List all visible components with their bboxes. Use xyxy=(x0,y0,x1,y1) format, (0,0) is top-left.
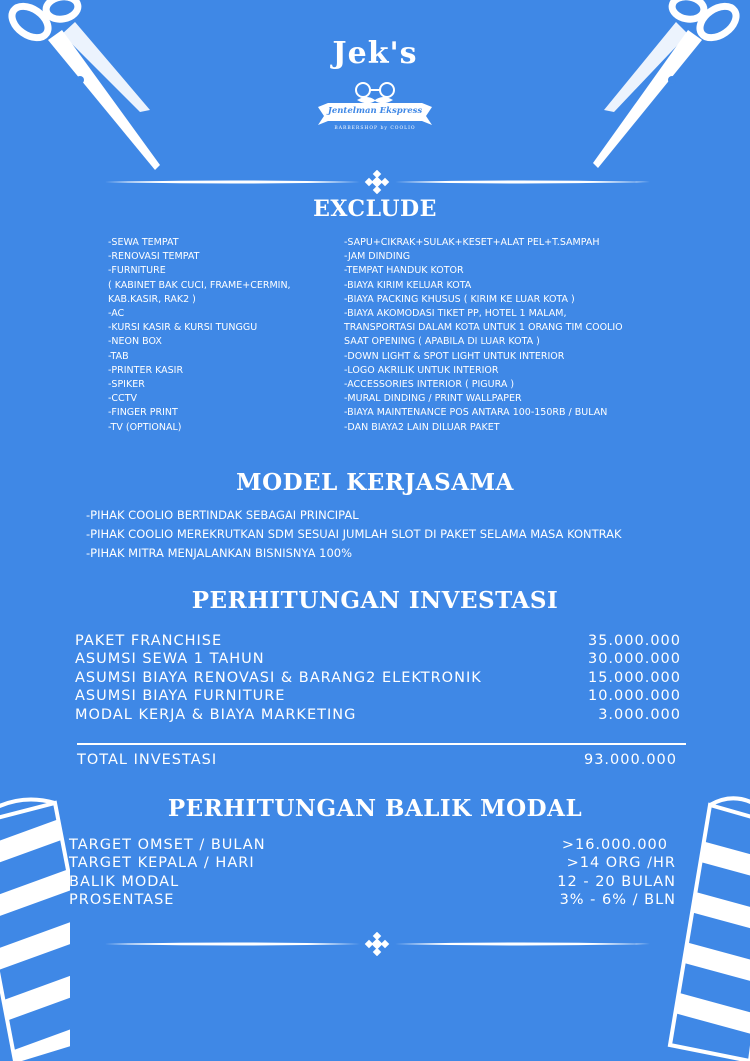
table-row xyxy=(75,669,681,687)
balik-modal-table xyxy=(69,836,676,910)
model-list xyxy=(86,506,622,563)
row-value: 3.000.000 xyxy=(598,706,681,723)
exclude-left-list xyxy=(108,236,291,435)
list-item: -SAPU+CIKRAK+SULAK+KESET+ALAT PEL+T.SAMPAH xyxy=(344,237,600,248)
ribbon-subtext: BARBERSHOP by COOLIO xyxy=(334,126,416,131)
list-item: -RENOVASI TEMPAT xyxy=(108,251,200,263)
row-label: MODAL KERJA & BIAYA MARKETING xyxy=(75,706,357,723)
list-item: -BIAYA KIRIM KELUAR KOTA xyxy=(344,279,472,291)
row-label: PROSENTASE xyxy=(69,892,175,909)
list-item: -BIAYA AKOMODASI TIKET PP, HOTEL 1 MALAM, xyxy=(344,308,567,320)
row-value: 35.000.000 xyxy=(587,633,681,649)
total-divider xyxy=(77,743,686,745)
list-item: -FURNITURE xyxy=(108,265,166,277)
list-item: -NEON BOX xyxy=(108,336,162,348)
list-item: -MURAL DINDING / PRINT WALLPAPER xyxy=(344,393,522,405)
model-title: MODEL KERJASAMA xyxy=(236,469,514,496)
list-item: -DAN BIAYA2 LAIN DILUAR PAKET xyxy=(344,421,500,433)
list-item: KAB.KASIR, RAK2 ) xyxy=(108,293,196,305)
list-item: -FINGER PRINT xyxy=(108,407,178,419)
list-item: -TEMPAT HANDUK KOTOR xyxy=(344,265,464,277)
row-label: TARGET KEPALA / HARI xyxy=(69,855,255,872)
exclude-title: EXCLUDE xyxy=(313,196,437,222)
list-item: -JAM DINDING xyxy=(344,251,411,263)
list-item: -TAB xyxy=(108,350,129,362)
row-value: 12 - 20 BULAN xyxy=(557,873,676,890)
total-value: 93.000.000 xyxy=(583,752,677,768)
row-value: 30.000.000 xyxy=(587,651,681,668)
table-row xyxy=(75,687,681,705)
list-item: ( KABINET BAK CUCI, FRAME+CERMIN, xyxy=(108,279,291,291)
balik-modal-title: PERHITUNGAN BALIK MODAL xyxy=(167,795,583,822)
total-row xyxy=(77,751,677,769)
list-item: -BIAYA MAINTENANCE POS ANTARA 100-150RB / BULAN xyxy=(344,407,608,419)
row-value: 10.000.000 xyxy=(587,688,681,705)
barber-pole-right-icon xyxy=(660,795,750,1061)
row-label: TARGET OMSET / BULAN xyxy=(69,837,266,853)
exclude-right-list xyxy=(344,236,623,435)
row-value: 15.000.000 xyxy=(587,669,681,686)
ribbon-text: Jentelman Ekspress xyxy=(327,106,423,116)
list-item: -LOGO AKRILIK UNTUK INTERIOR xyxy=(344,364,499,376)
investasi-total xyxy=(77,751,677,769)
table-row xyxy=(75,706,681,724)
list-item: -PIHAK COOLIO MEREKRUTKAN SDM SESUAI JUMLAH SLOT DI PAKET SELAMA MASA KONTRAK xyxy=(86,527,622,541)
list-item: -ACCESSORIES INTERIOR ( PIGURA ) xyxy=(344,379,515,391)
brand-logo-title: Jek's xyxy=(332,36,418,71)
investasi-title: PERHITUNGAN INVESTASI xyxy=(191,587,559,614)
row-label: BALIK MODAL xyxy=(69,873,180,890)
list-item: TRANSPORTASI DALAM KOTA UNTUK 1 ORANG TIM COOLIO xyxy=(344,322,623,334)
total-label: TOTAL INVESTASI xyxy=(77,752,218,768)
table-row xyxy=(69,854,676,872)
row-label: ASUMSI BIAYA RENOVASI & BARANG2 ELEKTRONIK xyxy=(75,669,482,686)
table-row xyxy=(75,650,681,668)
row-value: >16.000.000 xyxy=(561,837,668,853)
investasi-table xyxy=(75,632,681,724)
table-row xyxy=(69,891,676,909)
list-item: -TV (OPTIONAL) xyxy=(108,421,182,433)
list-item: -PIHAK COOLIO BERTINDAK SEBAGAI PRINCIPAL xyxy=(86,508,359,522)
barber-pole-left-icon xyxy=(0,795,70,1061)
list-item: -KURSI KASIR & KURSI TUNGGU xyxy=(108,322,258,334)
table-row xyxy=(75,632,681,650)
list-item: -DOWN LIGHT & SPOT LIGHT UNTUK INTERIOR xyxy=(344,350,565,362)
table-row xyxy=(69,873,676,891)
list-item: -BIAYA PACKING KHUSUS ( KIRIM KE LUAR KOTA ) xyxy=(344,293,575,305)
row-value: 3% - 6% / BLN xyxy=(559,892,676,909)
row-value: >14 ORG /HR xyxy=(566,855,676,872)
row-label: ASUMSI BIAYA FURNITURE xyxy=(75,688,286,705)
list-item: -SPIKER xyxy=(108,379,145,391)
list-item: -CCTV xyxy=(108,393,137,405)
row-label: PAKET FRANCHISE xyxy=(75,633,223,649)
list-item: -SEWA TEMPAT xyxy=(108,237,179,248)
list-item: -AC xyxy=(108,308,125,320)
scissors-right-icon xyxy=(590,0,750,175)
scissors-left-icon xyxy=(0,0,170,175)
ornament-divider-top xyxy=(105,170,650,194)
ornament-divider-bottom xyxy=(105,932,650,956)
list-item: -PRINTER KASIR xyxy=(108,364,184,376)
list-item: -PIHAK MITRA MENJALANKAN BISNISNYA 100% xyxy=(86,546,353,560)
row-label: ASUMSI SEWA 1 TAHUN xyxy=(75,651,265,668)
list-item: SAAT OPENING ( APABILA DI LUAR KOTA ) xyxy=(344,336,540,348)
table-row xyxy=(69,836,676,854)
